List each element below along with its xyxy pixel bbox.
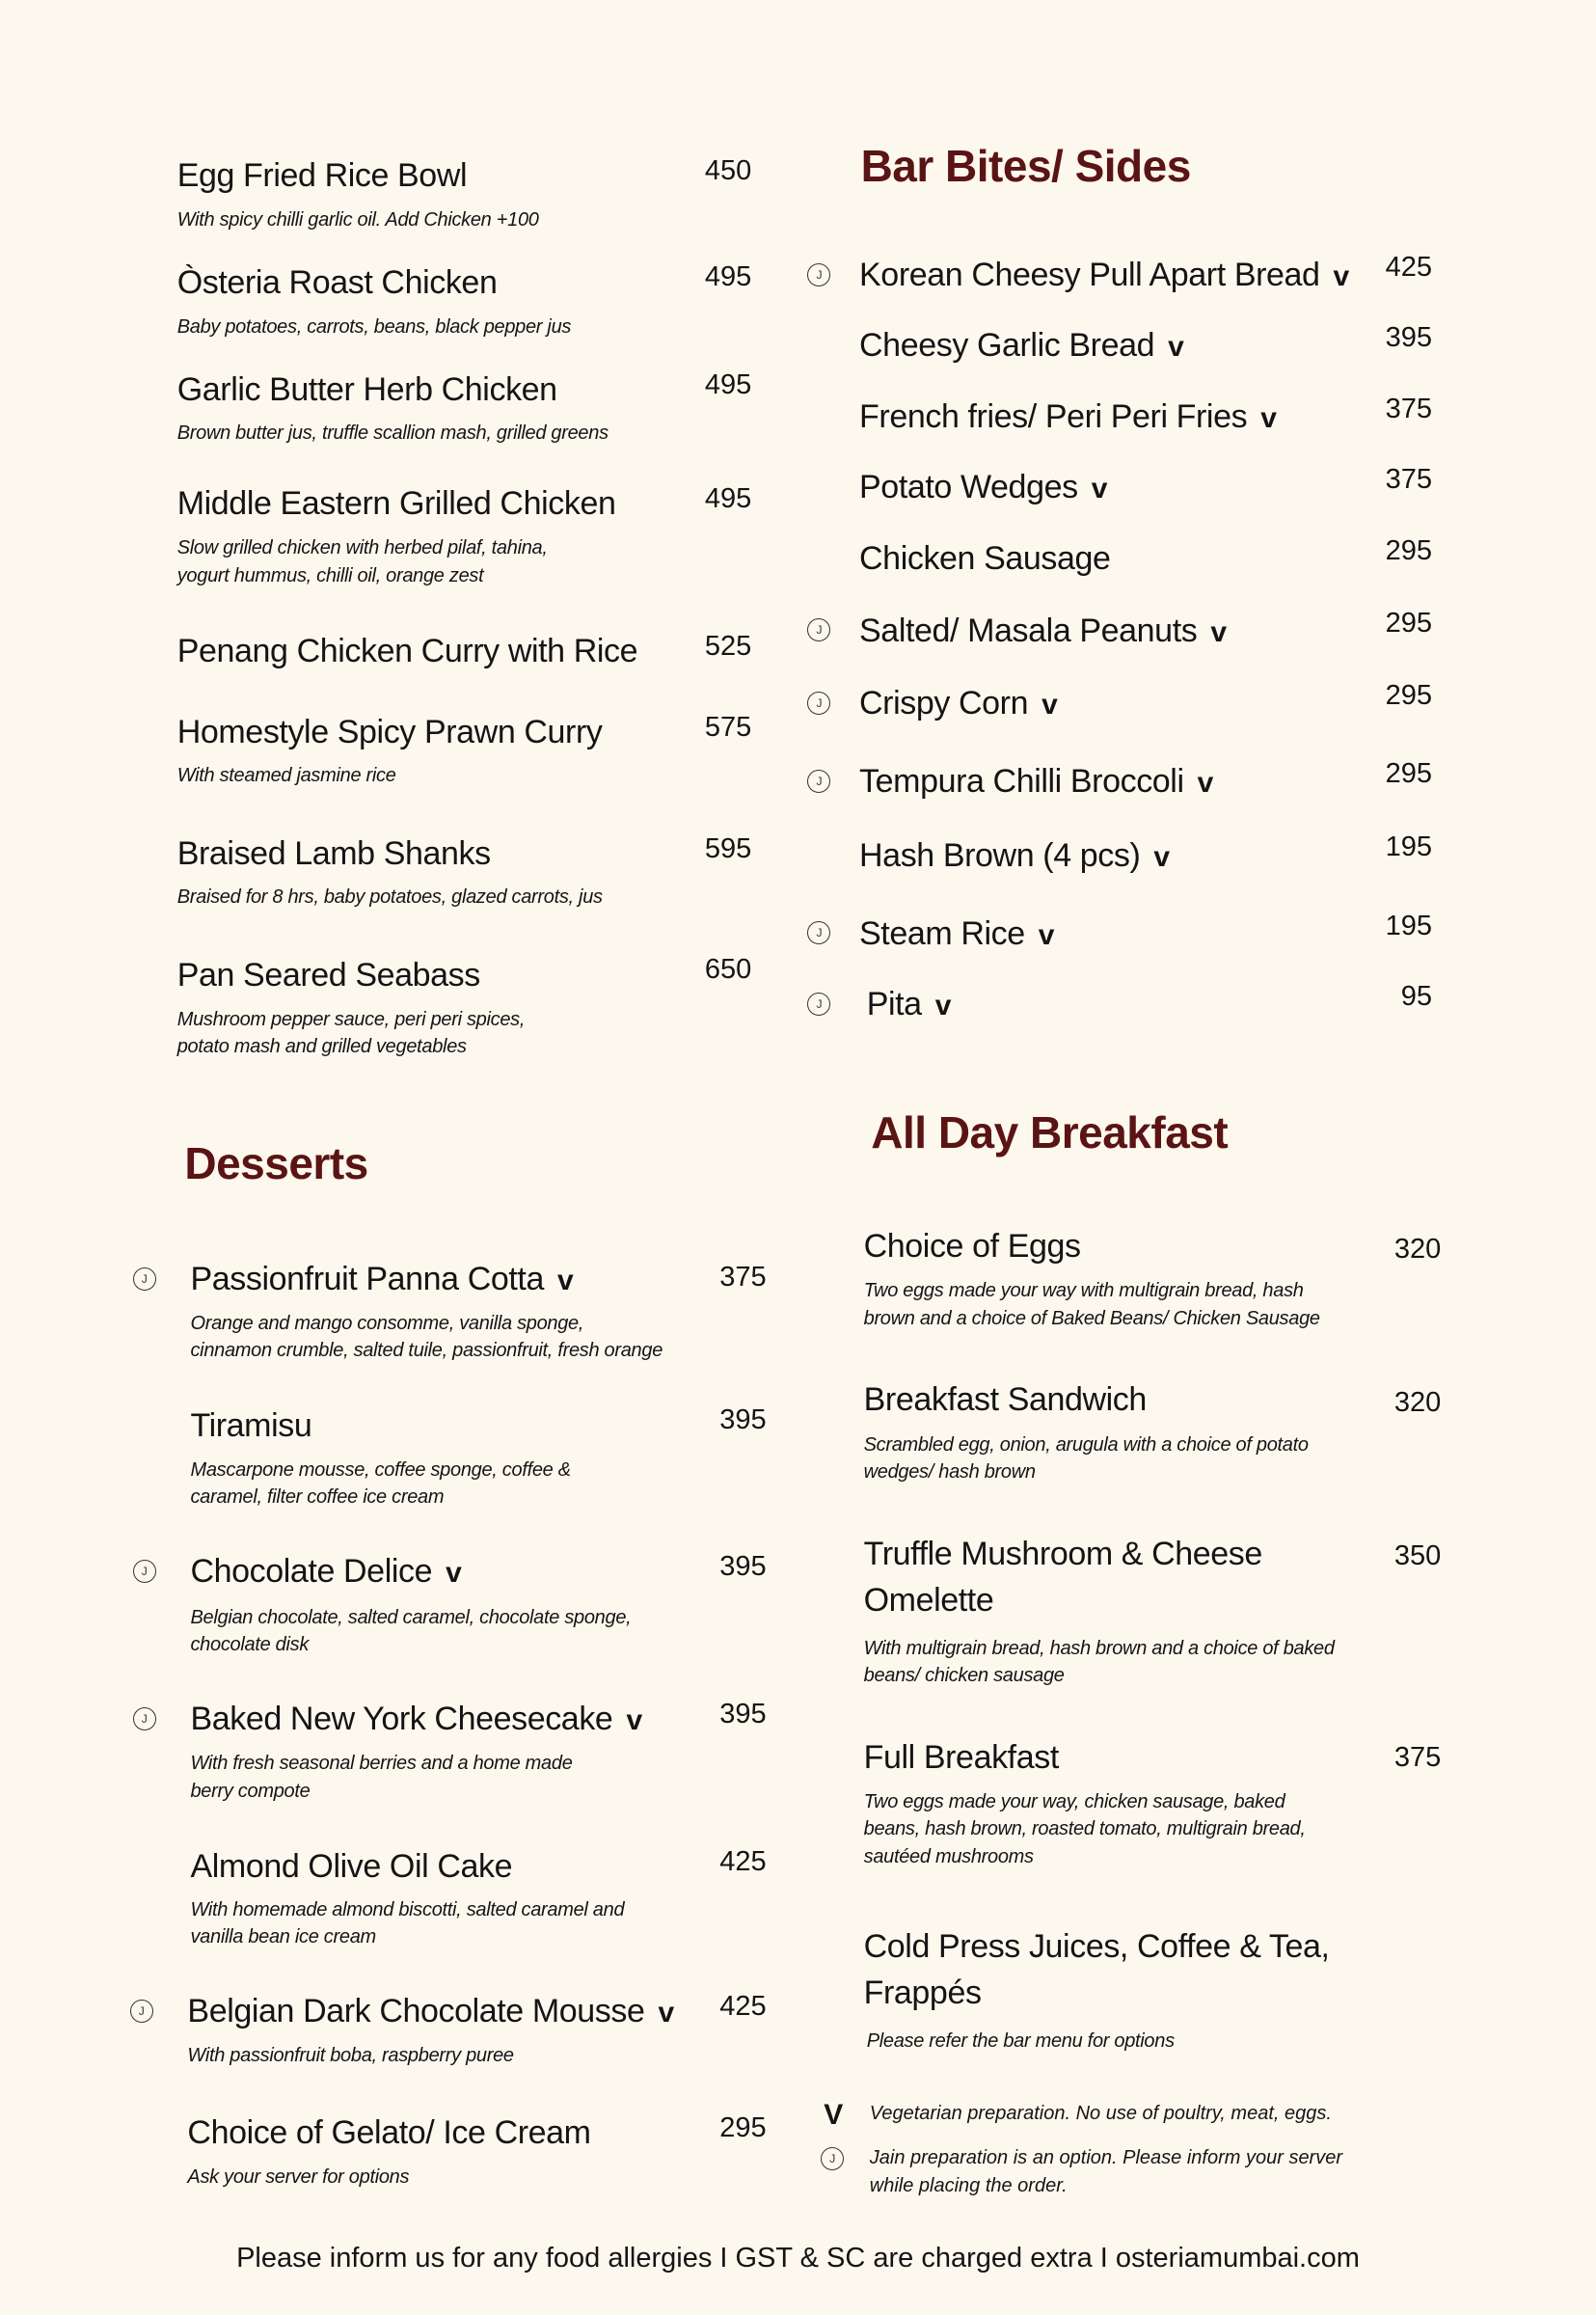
breakfast-item-description: wedges/ hash brown [863, 1460, 1036, 1483]
bar-bite-name [867, 985, 951, 1025]
breakfast-item-name: Omelette [863, 1581, 994, 1619]
breakfast-item-description: Two eggs made your way with multigrain bread, hash [863, 1280, 1304, 1302]
menu-item-description: yogurt hummus, chilli oil, orange zest [176, 564, 484, 586]
dessert-name-text: Chocolate Delice [190, 1553, 433, 1591]
item-price: 320 [1393, 1387, 1442, 1419]
vegetarian-icon: v [658, 1997, 674, 2029]
dessert-name-text: Choice of Gelato/ Ice Cream [187, 2113, 591, 2151]
bar-bite-name-text: Salted/ Masala Peanuts [859, 612, 1198, 649]
menu-item-name: Homestyle Spicy Prawn Curry [176, 714, 603, 751]
bar-bite-name-text: Potato Wedges [859, 469, 1078, 506]
bar-bite-name-text: Hash Brown (4 pcs) [859, 836, 1141, 874]
item-price: 495 [704, 369, 752, 401]
vegetarian-icon: v [626, 1704, 642, 1737]
dessert-item-name [190, 1260, 573, 1300]
vegetarian-icon: v [557, 1264, 574, 1296]
bar-bite-name-text: Korean Cheesy Pull Apart Bread [859, 256, 1320, 293]
menu-item-name: Garlic Butter Herb Chicken [176, 371, 557, 409]
dessert-item-description: vanilla bean ice cream [190, 1926, 376, 1948]
menu-item-name: Middle Eastern Grilled Chicken [176, 485, 616, 523]
menu-item-description: With steamed jasmine rice [176, 764, 396, 786]
breakfast-item-name: Truffle Mushroom & Cheese [863, 1535, 1262, 1572]
bar-bite-name-text: Pita [866, 986, 922, 1023]
item-price: 95 [1400, 981, 1433, 1013]
item-price: 495 [704, 483, 752, 515]
bar-bite-name [859, 468, 1107, 508]
bar-bite-name [859, 397, 1276, 438]
breakfast-item-name: Choice of Eggs [863, 1228, 1081, 1266]
item-price: 195 [1385, 831, 1433, 863]
section-title-bar-bites: Bar Bites/ Sides [860, 141, 1191, 192]
breakfast-item-description: Two eggs made your way, chicken sausage, baked [863, 1791, 1285, 1813]
item-price: 195 [1385, 910, 1433, 941]
menu-item-name: Braised Lamb Shanks [176, 835, 491, 872]
dessert-item-name [187, 1992, 673, 2032]
item-price: 395 [719, 1551, 767, 1582]
breakfast-item-name: Cold Press Juices, Coffee & Tea, [863, 1927, 1330, 1965]
section-title-desserts: Desserts [184, 1137, 368, 1188]
menu-item-description: potato mash and grilled vegetables [176, 1035, 467, 1057]
legend-veg-text: Vegetarian preparation. No use of poultry, meat, eggs. [869, 2103, 1332, 2125]
jain-icon: J [807, 263, 830, 286]
item-price: 395 [719, 1404, 767, 1436]
menu-item-description: With spicy chilli garlic oil. Add Chicken +100 [176, 209, 539, 232]
dessert-item-name [190, 1700, 641, 1740]
dessert-item-name [187, 2113, 590, 2152]
legend-jain-icon: J [821, 2147, 844, 2170]
bar-bite-name-text: Steam Rice [859, 914, 1025, 952]
item-price: 575 [704, 712, 752, 744]
dessert-item-description: chocolate disk [190, 1633, 310, 1655]
bar-bite-name-text: Tempura Chilli Broccoli [859, 762, 1184, 800]
bar-bite-name-text: Chicken Sausage [859, 539, 1111, 577]
jain-icon: J [807, 993, 830, 1016]
dessert-item-description: With passionfruit boba, raspberry puree [187, 2045, 514, 2067]
breakfast-item-description: beans/ chicken sausage [863, 1665, 1065, 1687]
item-price: 375 [1393, 1741, 1442, 1773]
item-price: 395 [719, 1699, 767, 1730]
jain-icon: J [133, 1707, 156, 1730]
bar-bite-name [859, 762, 1213, 803]
jain-icon: J [133, 1267, 156, 1291]
breakfast-item-name: Full Breakfast [863, 1738, 1059, 1776]
item-price: 595 [704, 832, 752, 864]
item-price: 375 [1385, 393, 1433, 424]
breakfast-item-description: Please refer the bar menu for options [866, 2030, 1175, 2053]
section-title-breakfast: All Day Breakfast [871, 1106, 1229, 1158]
vegetarian-icon: v [934, 990, 951, 1022]
bar-bite-name-text: Cheesy Garlic Bread [859, 327, 1155, 365]
dessert-name-text: Baked New York Cheesecake [190, 1701, 613, 1738]
menu-item-name: Òsteria Roast Chicken [176, 263, 498, 301]
item-price: 295 [1385, 757, 1433, 789]
dessert-item-description: Belgian chocolate, salted caramel, chocolate sponge, [190, 1606, 632, 1628]
item-price: 295 [1385, 534, 1433, 566]
item-price: 295 [1385, 679, 1433, 711]
vegetarian-icon: v [1333, 259, 1349, 292]
item-price: 295 [719, 2111, 767, 2143]
breakfast-item-description: Scrambled egg, onion, arugula with a choice of potato [863, 1433, 1309, 1456]
bar-bite-name-text: French fries/ Peri Peri Fries [859, 397, 1248, 435]
item-price: 495 [704, 261, 752, 293]
dessert-item-description: Mascarpone mousse, coffee sponge, coffee & [190, 1458, 571, 1481]
menu-item-name: Pan Seared Seabass [176, 956, 480, 994]
dessert-item-name [190, 1406, 311, 1445]
vegetarian-icon: v [1153, 840, 1170, 873]
dessert-name-text: Tiramisu [190, 1406, 312, 1444]
footer-note: Please inform us for any food allergies I GST & SC are charged extra I osteriamumbai.com [236, 2242, 1360, 2274]
item-price: 450 [704, 155, 752, 187]
dessert-name-text: Passionfruit Panna Cotta [190, 1260, 544, 1297]
vegetarian-icon: v [1038, 918, 1055, 951]
bar-bite-name-text: Crispy Corn [859, 684, 1029, 722]
dessert-item-name [190, 1847, 512, 1886]
item-price: 295 [1385, 607, 1433, 639]
dessert-item-description: berry compote [190, 1780, 311, 1802]
bar-bite-name [859, 914, 1054, 955]
breakfast-item-name: Frappés [863, 1975, 982, 2012]
item-price: 425 [719, 1846, 767, 1878]
legend-jain-text: while placing the order. [869, 2175, 1068, 2197]
item-price: 375 [1385, 464, 1433, 496]
item-price: 395 [1385, 322, 1433, 354]
dessert-name-text: Belgian Dark Chocolate Mousse [187, 1993, 645, 2030]
jain-icon: J [807, 921, 830, 944]
menu-item-description: Mushroom pepper sauce, peri peri spices, [176, 1008, 526, 1030]
vegetarian-icon: v [1091, 473, 1107, 505]
dessert-item-description: cinnamon crumble, salted tuile, passionfruit, fresh orange [190, 1340, 663, 1362]
bar-bite-name [859, 326, 1183, 367]
vegetarian-icon: v [446, 1557, 462, 1590]
menu-item-name: Penang Chicken Curry with Rice [176, 633, 638, 670]
menu-item-name: Egg Fried Rice Bowl [176, 157, 468, 195]
jain-icon: J [807, 618, 830, 641]
dessert-item-description: caramel, filter coffee ice cream [190, 1485, 445, 1508]
vegetarian-icon: v [1041, 688, 1058, 721]
breakfast-item-description: beans, hash brown, roasted tomato, multigrain bread, [863, 1818, 1306, 1840]
vegetarian-icon: v [1260, 401, 1277, 434]
breakfast-item-description: sautéed mushrooms [863, 1845, 1034, 1867]
dessert-item-name [190, 1552, 461, 1593]
bar-bite-name [859, 612, 1227, 652]
item-price: 525 [704, 631, 752, 663]
jain-icon: J [807, 770, 830, 793]
breakfast-item-description: With multigrain bread, hash brown and a choice of baked [863, 1637, 1335, 1659]
jain-icon: J [807, 692, 830, 715]
jain-icon: J [130, 2000, 153, 2023]
legend-jain-text: Jain preparation is an option. Please inform your server [869, 2146, 1343, 2168]
breakfast-item-name: Breakfast Sandwich [863, 1381, 1147, 1419]
menu-item-description: Brown butter jus, truffle scallion mash, grilled greens [176, 422, 609, 444]
menu-item-description: Braised for 8 hrs, baby potatoes, glazed carrots, jus [176, 885, 603, 908]
bar-bite-name [859, 684, 1057, 724]
legend-veg-icon: V [824, 2098, 844, 2131]
bar-bite-name [859, 836, 1170, 877]
item-price: 425 [719, 1991, 767, 2023]
dessert-item-description: Orange and mango consomme, vanilla sponge, [190, 1312, 584, 1334]
breakfast-item-description: brown and a choice of Baked Beans/ Chicken Sausage [863, 1307, 1320, 1329]
dessert-name-text: Almond Olive Oil Cake [190, 1848, 513, 1886]
item-price: 425 [1385, 251, 1433, 283]
jain-icon: J [133, 1560, 156, 1583]
dessert-item-description: With fresh seasonal berries and a home made [190, 1753, 573, 1775]
vegetarian-icon: v [1197, 766, 1213, 799]
menu-item-description: Baby potatoes, carrots, beans, black pepper jus [176, 315, 572, 338]
item-price: 650 [704, 954, 752, 986]
bar-bite-name [859, 256, 1349, 296]
bar-bite-name [859, 539, 1111, 578]
item-price: 375 [719, 1261, 767, 1293]
dessert-item-description: With homemade almond biscotti, salted caramel and [190, 1898, 625, 1920]
vegetarian-icon: v [1210, 615, 1227, 648]
item-price: 320 [1393, 1233, 1442, 1265]
menu-item-description: Slow grilled chicken with herbed pilaf, tahina, [176, 537, 548, 559]
dessert-item-description: Ask your server for options [187, 2165, 410, 2188]
item-price: 350 [1393, 1540, 1442, 1572]
vegetarian-icon: v [1168, 331, 1184, 364]
